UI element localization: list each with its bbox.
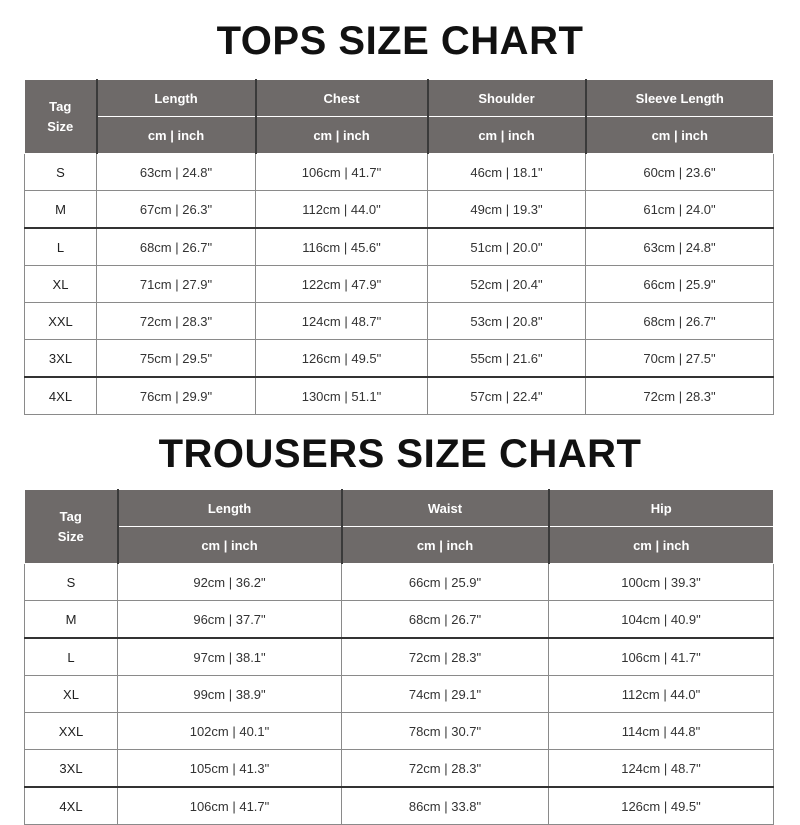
hip-cell: 100cm | 39.3" (549, 564, 774, 601)
trousers-header-hip: Hip (549, 490, 774, 527)
hip-cell: 114cm | 44.8" (549, 713, 774, 750)
tops-size-table (24, 79, 774, 415)
unit-label: cm | inch (118, 527, 342, 564)
waist-cell: 68cm | 26.7" (342, 601, 549, 639)
size-cell: S (25, 154, 97, 191)
waist-cell: 74cm | 29.1" (342, 676, 549, 713)
trousers-tag-size-header (25, 490, 118, 564)
sleeve-length-cell: 72cm | 28.3" (586, 377, 774, 415)
sleeve-length-cell: 70cm | 27.5" (586, 340, 774, 378)
chest-cell: 122cm | 47.9" (256, 266, 428, 303)
hip-cell: 112cm | 44.0" (549, 676, 774, 713)
size-label: Size (47, 118, 74, 134)
tops-unit-row (25, 117, 774, 154)
length-cell: 99cm | 38.9" (118, 676, 342, 713)
unit-label: cm | inch (428, 117, 586, 154)
tops-header-row (25, 80, 774, 117)
shoulder-cell: 52cm | 20.4" (428, 266, 586, 303)
sleeve-length-cell: 66cm | 25.9" (586, 266, 774, 303)
hip-cell: 106cm | 41.7" (549, 638, 774, 676)
length-cell: 71cm | 27.9" (97, 266, 256, 303)
sleeve-length-cell: 68cm | 26.7" (586, 303, 774, 340)
table-row (25, 713, 774, 750)
length-cell: 92cm | 36.2" (118, 564, 342, 601)
size-cell: 4XL (25, 787, 118, 825)
tops-size-chart-title: TOPS SIZE CHART (216, 19, 584, 63)
tops-tag-size-header (25, 80, 97, 154)
waist-cell: 86cm | 33.8" (342, 787, 549, 825)
table-row (25, 564, 774, 601)
length-cell: 67cm | 26.3" (97, 191, 256, 229)
size-cell: S (25, 564, 118, 601)
hip-cell: 126cm | 49.5" (549, 787, 774, 825)
size-cell: 4XL (25, 377, 97, 415)
trousers-size-table (24, 489, 774, 825)
table-row (25, 228, 774, 266)
size-cell: M (25, 601, 118, 639)
trousers-header-length: Length (118, 490, 342, 527)
length-cell: 68cm | 26.7" (97, 228, 256, 266)
chest-cell: 116cm | 45.6" (256, 228, 428, 266)
length-cell: 97cm | 38.1" (118, 638, 342, 676)
hip-cell: 104cm | 40.9" (549, 601, 774, 639)
chest-cell: 106cm | 41.7" (256, 154, 428, 191)
size-cell: XL (25, 676, 118, 713)
size-cell: XXL (25, 713, 118, 750)
sleeve-length-cell: 61cm | 24.0" (586, 191, 774, 229)
waist-cell: 72cm | 28.3" (342, 638, 549, 676)
size-cell: 3XL (25, 340, 97, 378)
table-row (25, 340, 774, 378)
chest-cell: 126cm | 49.5" (256, 340, 428, 378)
table-row (25, 154, 774, 191)
chest-cell: 112cm | 44.0" (256, 191, 428, 229)
waist-cell: 72cm | 28.3" (342, 750, 549, 788)
table-row (25, 303, 774, 340)
waist-cell: 78cm | 30.7" (342, 713, 549, 750)
waist-cell: 66cm | 25.9" (342, 564, 549, 601)
unit-label: cm | inch (549, 527, 774, 564)
size-cell: M (25, 191, 97, 229)
tag-label: Tag (49, 98, 72, 114)
table-row (25, 750, 774, 788)
tops-header-shoulder: Shoulder (428, 80, 586, 117)
size-cell: L (25, 228, 97, 266)
shoulder-cell: 55cm | 21.6" (428, 340, 586, 378)
length-cell: 75cm | 29.5" (97, 340, 256, 378)
shoulder-cell: 53cm | 20.8" (428, 303, 586, 340)
length-cell: 76cm | 29.9" (97, 377, 256, 415)
shoulder-cell: 51cm | 20.0" (428, 228, 586, 266)
trousers-size-chart-title: TROUSERS SIZE CHART (158, 432, 642, 476)
unit-label: cm | inch (256, 117, 428, 154)
length-cell: 105cm | 41.3" (118, 750, 342, 788)
sleeve-length-cell: 63cm | 24.8" (586, 228, 774, 266)
table-row (25, 191, 774, 229)
length-cell: 102cm | 40.1" (118, 713, 342, 750)
table-row (25, 676, 774, 713)
table-row (25, 638, 774, 676)
tops-header-sleeve-length: Sleeve Length (586, 80, 774, 117)
table-row (25, 601, 774, 639)
trousers-header-row (25, 490, 774, 527)
unit-label: cm | inch (342, 527, 549, 564)
table-row (25, 266, 774, 303)
size-cell: 3XL (25, 750, 118, 788)
tops-header-chest: Chest (256, 80, 428, 117)
shoulder-cell: 49cm | 19.3" (428, 191, 586, 229)
tag-label: Tag (59, 508, 82, 524)
trousers-header-waist: Waist (342, 490, 549, 527)
unit-label: cm | inch (586, 117, 774, 154)
size-label: Size (57, 528, 84, 544)
trousers-unit-row (25, 527, 774, 564)
hip-cell: 124cm | 48.7" (549, 750, 774, 788)
shoulder-cell: 57cm | 22.4" (428, 377, 586, 415)
length-cell: 63cm | 24.8" (97, 154, 256, 191)
size-cell: XXL (25, 303, 97, 340)
table-row (25, 787, 774, 825)
unit-label: cm | inch (97, 117, 256, 154)
chest-cell: 130cm | 51.1" (256, 377, 428, 415)
sleeve-length-cell: 60cm | 23.6" (586, 154, 774, 191)
shoulder-cell: 46cm | 18.1" (428, 154, 586, 191)
size-cell: L (25, 638, 118, 676)
table-row (25, 377, 774, 415)
tops-header-length: Length (97, 80, 256, 117)
size-cell: XL (25, 266, 97, 303)
length-cell: 96cm | 37.7" (118, 601, 342, 639)
chest-cell: 124cm | 48.7" (256, 303, 428, 340)
length-cell: 72cm | 28.3" (97, 303, 256, 340)
length-cell: 106cm | 41.7" (118, 787, 342, 825)
